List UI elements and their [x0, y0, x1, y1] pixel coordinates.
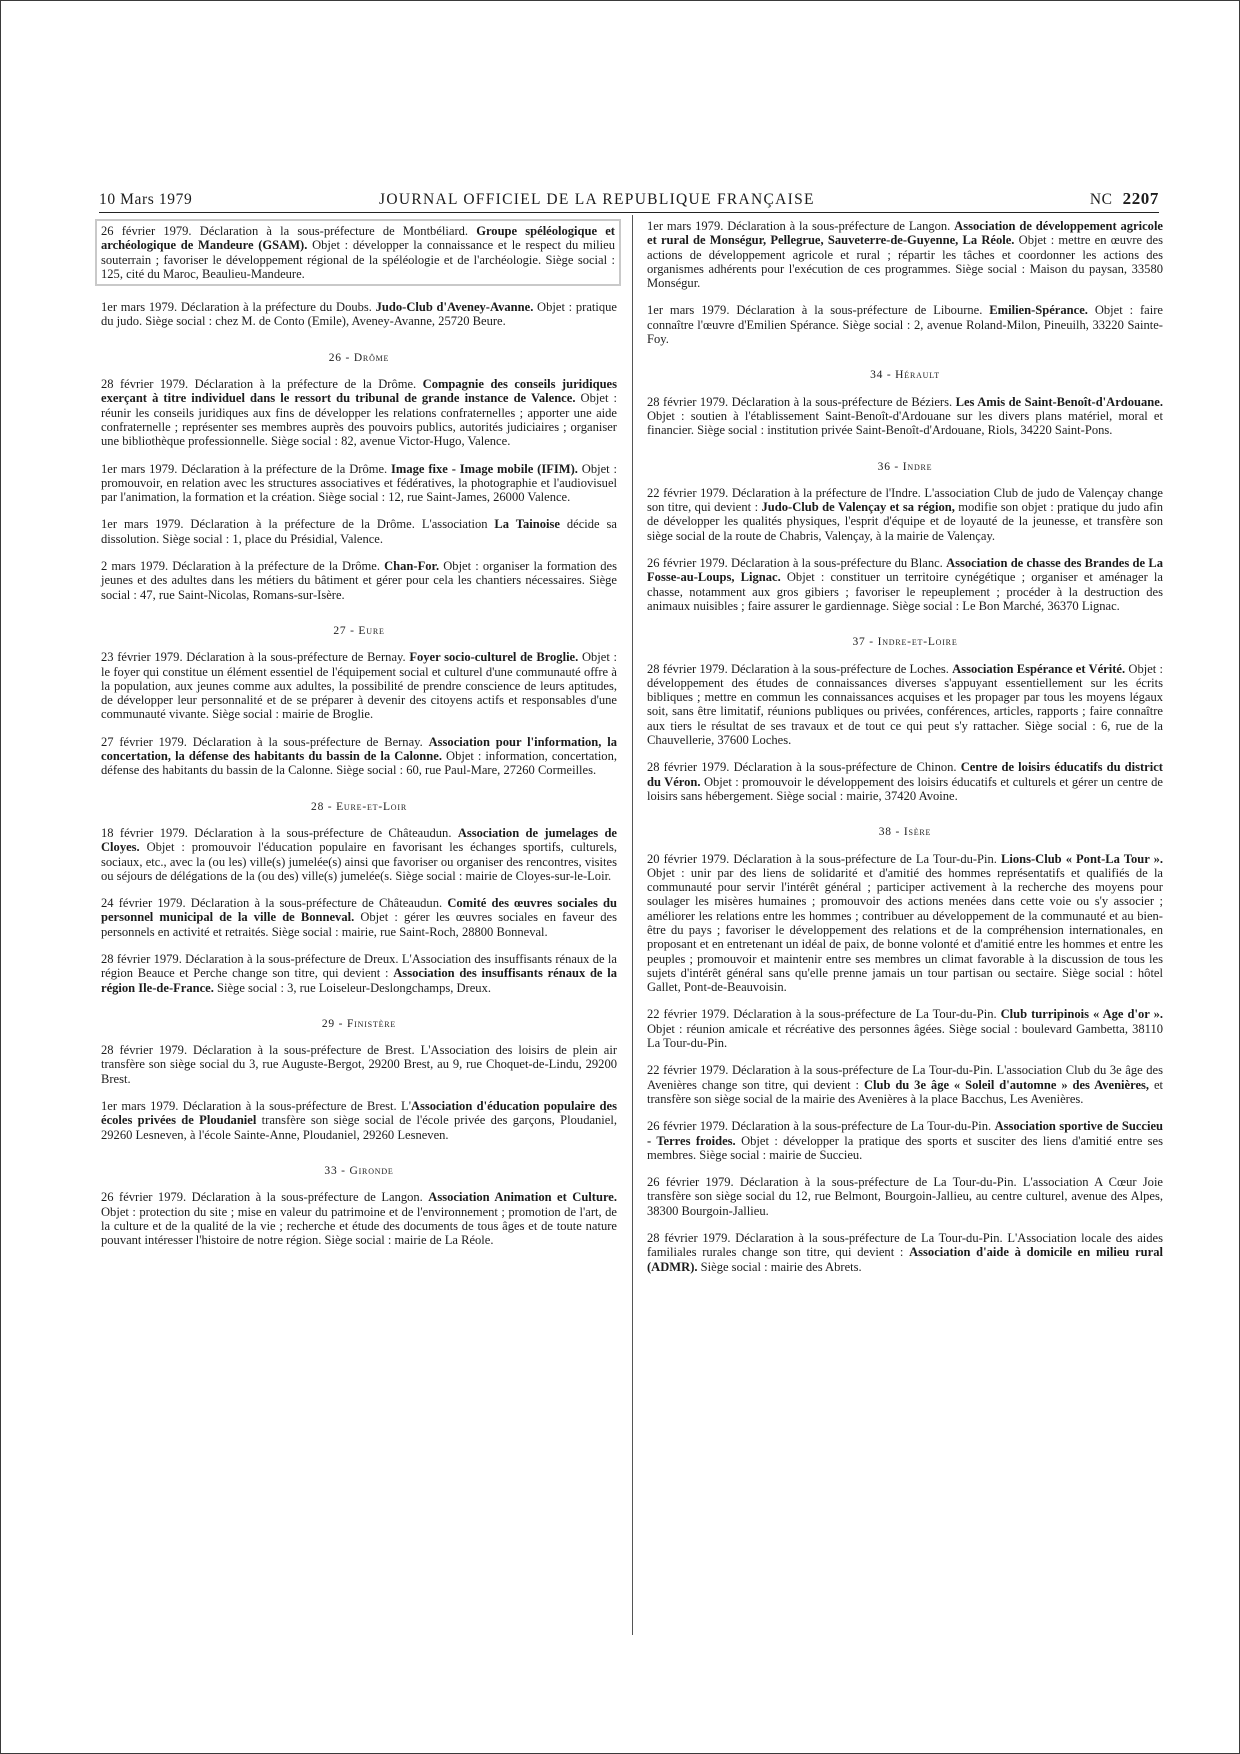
entry-text: Objet : unir par des liens de solidarité et d'amitié des hommes représentatifs et qualifiés de la communauté pour servir l'intérêt général ; participer activement à la recherche des moyens pour soulager les misères humaines ; promouvoir des actions menées dans cette voie ou s'y associer ; améliorer les relations entre les hommes ; contribuer au développement de la communauté et au bien-être du pays ; favoriser le développement des relations et de la compréhension internationales, en proposant et en entretenant un idéal de paix, de bonne volonté et d'amitié entre les hommes et entre les peuples ; promouvoir et maintenir entre ses membres un climat favorable à la discussion de tous les sujets d'intérêt général sans qu'elle prenne jamais un tour partisan ou sectaire. Siège social : hôtel Gallet, Pont-de-Beauvoisin.	[647, 865, 1163, 995]
declaration-entry	[647, 1007, 1163, 1050]
entry-text: Objet : développer la connaissance et le respect du milieu souterrain ; favoriser le développement régional de la spéléologie et de l'archéologie. Siège social : 125, cité du Maroc, Beaulieu-Mandeure.	[101, 238, 615, 281]
association-name: Association pour l'information, la concertation, la défense des habitants du bassin de la Calonne.	[101, 734, 618, 764]
entry-text: Objet : organiser la formation des jeunes et des adultes dans les métiers du bâtiment et gérer pour cela les chantiers nécessaires. Siège social : 47, rue Saint-Nicolas, Romans-sur-Isère.	[101, 559, 617, 602]
section-heading	[101, 1164, 617, 1178]
entry-text: 28 février 1979. Déclaration à la sous-préfecture de Dreux. L'Association des insuffisants rénaux de la région Beauce et Perche change son titre, qui devient :	[101, 951, 617, 981]
declaration-entry	[101, 1043, 617, 1086]
entry-text: 1er mars 1979. Déclaration à la préfecture de la Drôme.	[101, 461, 392, 476]
section-number: 29 -	[321, 1017, 347, 1030]
section-heading	[647, 825, 1163, 839]
entry-text: Objet : le foyer qui constitue un élément essentiel de l'équipement social et culturel d'une communauté offre à la population, aux jeunes comme aux adultes, la possibilité de prendre conscience de leurs aptitudes, de développer leur personnalité et de se préparer à devenir des citoyens actifs et responsables d'une communauté vivante. Siège social : mairie de Broglie.	[101, 650, 618, 722]
entry-text: et transfère son siège social de la mairie des Avenières à la place Bacchus, Les Avenières.	[647, 1077, 1164, 1106]
entry-text: 2 mars 1979. Déclaration à la préfecture de la Drôme.	[101, 559, 385, 574]
entry-text: 1er mars 1979. Déclaration à la sous-préfecture de Brest. L'	[101, 1099, 411, 1114]
association-name: Judo-Club d'Aveney-Avanne.	[375, 300, 534, 315]
entry-text: Objet : constituer un territoire cynégétique ; organiser et aménager la chasse, notamment aux gros gibiers ; favoriser le repeuplement ; procéder à la destruction des animaux nuisibles ; faire assurer le gardiennage. Siège social : Le Bon Marché, 36370 Lignac.	[647, 570, 1163, 613]
section-heading	[647, 368, 1163, 382]
entries-group	[647, 219, 1163, 346]
entry-text: 20 février 1979. Déclaration à la sous-préfecture de La Tour-du-Pin.	[647, 851, 1001, 866]
association-name: Association d'éducation populaire des écoles privées de Ploudaniel	[101, 1099, 617, 1128]
declaration-entry	[647, 219, 1163, 290]
entries-group	[647, 852, 1163, 1274]
entry-text: 28 février 1979. Déclaration à la sous-préfecture de Béziers.	[647, 394, 956, 409]
entry-text: Objet : mettre en œuvre des actions de développement agricole et rural ; répartir les tâches et coordonner les actions des organismes adhérents pour l'exécution de ces programmes. Siège social : Maison du paysan, 33580 Monségur.	[647, 233, 1163, 291]
association-name: Association sportive de Succieu - Terres froides.	[647, 1119, 1163, 1148]
association-name: Emilien-Spérance.	[989, 303, 1088, 318]
entries-group	[101, 377, 617, 602]
entry-text: Objet : faire connaître l'œuvre d'Emilien Spérance. Siège social : 2, avenue Roland-Milon, Pineuilh, 33220 Sainte-Foy.	[647, 303, 1163, 347]
header-nc: NC	[1089, 191, 1113, 208]
section-heading	[101, 624, 617, 638]
association-name: Association de jumelages de Cloyes.	[101, 825, 618, 855]
entry-text: Objet : réunion amicale et récréative des personnes âgées. Siège social : boulevard Gambetta, 38110 La Tour-du-Pin.	[647, 1021, 1163, 1051]
association-name: Lions-Club « Pont-La Tour ».	[1000, 851, 1163, 866]
section-heading	[101, 351, 617, 365]
column-divider	[632, 215, 633, 1635]
association-name: Compagnie des conseils juridiques exerçant à titre individuel dans le ressort du tribunal de grande instance de Valence.	[101, 377, 617, 406]
section-number: 36 -	[877, 460, 903, 473]
entry-text: 1er mars 1979. Déclaration à la préfecture du Doubs.	[101, 300, 376, 315]
entry-text: 26 février 1979. Déclaration à la sous-préfecture de Langon.	[101, 1190, 429, 1205]
left-column	[101, 219, 617, 1260]
declaration-entry	[101, 952, 617, 995]
entry-text: 28 février 1979. Déclaration à la préfecture de la Drôme.	[101, 377, 423, 392]
association-name: Image fixe - Image mobile (IFIM).	[391, 461, 578, 476]
entries-group	[101, 826, 617, 995]
entries-group	[647, 486, 1163, 613]
association-name: Association d'aide à domicile en milieu rural (ADMR).	[647, 1245, 1163, 1274]
section-name: Eure-et-Loir	[336, 800, 407, 813]
section-heading	[101, 800, 617, 814]
right-column	[647, 219, 1163, 1287]
association-name: Foyer socio-culturel de Broglie.	[409, 650, 579, 665]
entries-group	[647, 662, 1163, 804]
entry-text: 28 février 1979. Déclaration à la sous-préfecture de Loches.	[647, 661, 953, 676]
entry-text: 1er mars 1979. Déclaration à la préfecture de la Drôme. L'association	[101, 517, 495, 532]
entry-text: transfère son siège social de l'école privée des garçons, Ploudaniel, 29260 Lesneven, à l'école Sainte-Anne, Ploudaniel, 29260 Lesneven.	[101, 1113, 617, 1142]
declaration-entry	[101, 896, 617, 939]
entry-text: 23 février 1979. Déclaration à la sous-préfecture de Bernay.	[101, 650, 410, 665]
declaration-entry	[101, 650, 617, 721]
section-name: Indre-et-Loire	[877, 636, 958, 649]
entry-text: Objet : information, concertation, défense des habitants du bassin de la Calonne. Siège social : 60, rue Paul-Mare, 27260 Cormeilles.	[101, 749, 617, 778]
declaration-entry	[647, 760, 1163, 803]
section-name: Gironde	[349, 1164, 394, 1177]
entry-text: Objet : soutien à l'établissement Saint-Benoît-d'Ardouane sur les divers plans matériel, moral et financier. Siège social : institution privée Saint-Benoît-d'Ardouane, Riols, 34220 Saint-Pons.	[647, 408, 1163, 438]
entry-text: 26 février 1979. Déclaration à la sous-préfecture de Montbéliard.	[101, 224, 477, 238]
association-name: Centre de loisirs éducatifs du district du Véron.	[647, 760, 1163, 789]
entry-text: Objet : protection du site ; mise en valeur du patrimoine et de l'environnement ; promotion de l'art, de la culture et de la qualité de la vie ; recherche et étude des documents de tous âges et de toute nature pouvant intéresser l'histoire de notre région. Siège social : mairie de La Réole.	[101, 1204, 617, 1248]
declaration-entry	[101, 517, 617, 546]
entry-text: 26 février 1979. Déclaration à la sous-préfecture du Blanc.	[647, 556, 947, 571]
association-name: Groupe spéléologique et archéologique de Mandeure (GSAM).	[101, 224, 615, 253]
entry-text: 27 février 1979. Déclaration à la sous-préfecture de Bernay.	[101, 734, 429, 749]
entry-text: Objet : réunir les conseils juridiques aux fins de développer les relations confraternelles ; apporter une aide confraternelle ; représenter ses membres auprès des pouvoirs publics, autorités judiciaires ; organiser une bibliothèque professionnelle. Siège social : 82, avenue Victor-Hugo, Valence.	[101, 391, 617, 449]
entry-text: 22 février 1979. Déclaration à la sous-préfecture de La Tour-du-Pin. L'association Club du 3e âge des Avenières change son titre, qui devient :	[647, 1063, 1163, 1092]
entry-text: 24 février 1979. Déclaration à la sous-préfecture de Châteaudun.	[101, 896, 448, 911]
declaration-entry	[101, 1190, 617, 1247]
section-name: Isère	[903, 826, 932, 839]
header-page	[1090, 189, 1159, 209]
declaration-entry	[647, 395, 1163, 438]
association-name: Club turripinois « Age d'or ».	[1000, 1007, 1163, 1022]
declaration-entry	[101, 1099, 617, 1142]
header-page-number: 2207	[1122, 189, 1159, 208]
association-name: Chan-For.	[384, 559, 440, 574]
header-date: 10 Mars 1979	[99, 191, 193, 208]
entry-text: Objet : développement des études de connaissances diverses s'appuyant essentiellement sur les écrits bibliques ; mettre en commun les connaissances acquises et les propager par tous les moyens légaux soit, sans être limitatif, réunions publiques ou privées, conférences, articles, rapports ; faire connaître aux tiers le résultat de ses travaux et de tout ce qui peut s'y rattacher. Siège social : 6, rue de la Chauvellerie, 37600 Loches.	[647, 661, 1163, 748]
declaration-entry	[647, 1231, 1163, 1274]
entry-text: Objet : développer la pratique des sports et susciter des liens d'amitié entre ses membres. Siège social : mairie de Succieu.	[647, 1133, 1163, 1162]
association-name: Club du 3e âge « Soleil d'automne » des Avenières,	[863, 1077, 1150, 1092]
section-name: Hérault	[895, 369, 940, 382]
entries-group	[647, 395, 1163, 438]
association-name: Association Espérance et Vérité.	[952, 661, 1126, 676]
section-number: 38 -	[878, 826, 904, 839]
association-name: Association de développement agricole et rural de Monségur, Pellegrue, Sauveterre-de-Guyenne, La Réole.	[647, 219, 1163, 248]
declaration-entry	[95, 219, 621, 286]
entry-text: Objet : pratique du judo. Siège social : chez M. de Conto (Emile), Aveney-Avanne, 25720 Beure.	[101, 300, 617, 329]
section-name: Eure	[358, 624, 385, 637]
entry-text: Objet : gérer les œuvres sociales en faveur des personnels en activité et retraités. Siège social : mairie, rue Saint-Roch, 28800 Bonneval.	[101, 910, 617, 939]
association-name: Comité des œuvres sociales du personnel municipal de la ville de Bonneval.	[101, 896, 618, 925]
entry-text: 28 février 1979. Déclaration à la sous-préfecture de La Tour-du-Pin. L'Association locale des aides familiales rurales change son titre, qui devient :	[647, 1231, 1163, 1260]
section-number: 34 -	[870, 369, 896, 382]
declaration-entry	[647, 1175, 1163, 1218]
entry-text: Objet : promouvoir, en relation avec les structures associatives et fédératives, la photographie et l'audiovisuel par l'animation, la formation et la création. Siège social : 12, rue Saint-James, 26000 Valence.	[101, 461, 617, 505]
section-name: Finistère	[346, 1017, 397, 1030]
section-name: Drôme	[353, 351, 390, 364]
entry-text: 18 février 1979. Déclaration à la sous-préfecture de Châteaudun.	[101, 825, 458, 840]
header-title: JOURNAL OFFICIEL DE LA REPUBLIQUE FRANÇAISE	[379, 191, 815, 208]
association-name: Association des insuffisants rénaux de la région Ile-de-France.	[101, 966, 617, 995]
declaration-entry	[101, 826, 617, 883]
section-number: 28 -	[311, 800, 337, 813]
entry-text: Siège social : 3, rue Loiseleur-Deslongchamps, Dreux.	[213, 980, 491, 995]
entries-group	[101, 1190, 617, 1247]
section-heading	[101, 1017, 617, 1031]
entry-text: 26 février 1979. Déclaration à la sous-préfecture de La Tour-du-Pin. L'association A Cœur Joie transfère son siège social du 12, rue Belmont, Bourgoin-Jallieu, au centre culturel, avenue des Alpes, 38300 Bourgoin-Jallieu.	[647, 1175, 1163, 1218]
section-number: 26 -	[328, 351, 354, 364]
entry-text: modifie son objet : pratique du judo afin de développer les qualités physiques, l'esprit d'équipe et de loyauté de la jeunesse, et transfère son siège social de la route de Chabris, Valençay, à la mairie de Valençay.	[647, 500, 1164, 543]
declaration-entry	[647, 662, 1163, 748]
declaration-entry	[647, 303, 1163, 346]
page-header	[99, 187, 1159, 213]
declaration-entry	[101, 735, 617, 778]
entries-group	[101, 650, 617, 777]
entries-group	[101, 219, 617, 329]
association-name: Les Amis de Saint-Benoît-d'Ardouane.	[955, 394, 1163, 409]
declaration-entry	[647, 556, 1163, 613]
declaration-entry	[647, 852, 1163, 995]
association-name: La Tainoise	[494, 517, 560, 532]
association-name: Association de chasse des Brandes de La Fosse-au-Loups, Lignac.	[647, 556, 1163, 585]
section-heading	[647, 635, 1163, 649]
entry-text: 1er mars 1979. Déclaration à la sous-préfecture de Langon.	[647, 219, 955, 233]
entry-text: 1er mars 1979. Déclaration à la sous-préfecture de Libourne.	[647, 303, 990, 318]
entry-text: 28 février 1979. Déclaration à la sous-préfecture de Brest. L'Association des loisirs de plein air transfère son siège social du 3, rue Auguste-Bergot, 29200 Brest, au 9, rue Choquet-de-Lindu, 29200 Brest.	[101, 1043, 617, 1086]
declaration-entry	[647, 486, 1163, 543]
entry-text: Objet : promouvoir l'éducation populaire en favorisant les échanges sportifs, culturels, sociaux, etc., avec la (ou les) ville(s) jumelée(s) ainsi que favoriser ou organiser des rencontres, visites ou séjours de délégations de la (ou des) ville(s) jumelée(s. Siège social : mairie de Cloyes-sur-le-Loir.	[101, 840, 617, 883]
declaration-entry	[647, 1063, 1163, 1106]
entry-text: Siège social : mairie des Abrets.	[697, 1259, 862, 1274]
entry-text: 26 février 1979. Déclaration à la sous-préfecture de La Tour-du-Pin.	[647, 1119, 995, 1134]
section-number: 27 -	[333, 624, 359, 637]
association-name: Judo-Club de Valençay et sa région,	[761, 500, 955, 515]
section-name: Indre	[902, 460, 933, 473]
entry-text: Objet : promouvoir le développement des loisirs éducatifs et culturels et gérer un centre de loisirs sans hébergement. Siège social : mairie, 37420 Avoine.	[647, 774, 1163, 803]
entry-text: décide sa dissolution. Siège social : 1, place du Présidial, Valence.	[101, 517, 617, 546]
declaration-entry	[101, 377, 617, 448]
section-number: 37 -	[852, 636, 878, 649]
entries-group	[101, 1043, 617, 1142]
declaration-entry	[101, 300, 617, 329]
declaration-entry	[647, 1119, 1163, 1162]
declaration-entry	[101, 462, 617, 505]
section-number: 33 -	[324, 1164, 350, 1177]
entry-text: 22 février 1979. Déclaration à la préfecture de l'Indre. L'association Club de judo de Valençay change son titre, qui devient :	[647, 485, 1163, 515]
entry-text: 22 février 1979. Déclaration à la sous-préfecture de La Tour-du-Pin.	[647, 1007, 1001, 1022]
section-heading	[647, 460, 1163, 474]
association-name: Association Animation et Culture.	[428, 1190, 617, 1205]
entry-text: 28 février 1979. Déclaration à la sous-préfecture de Chinon.	[647, 760, 961, 775]
declaration-entry	[101, 559, 617, 602]
